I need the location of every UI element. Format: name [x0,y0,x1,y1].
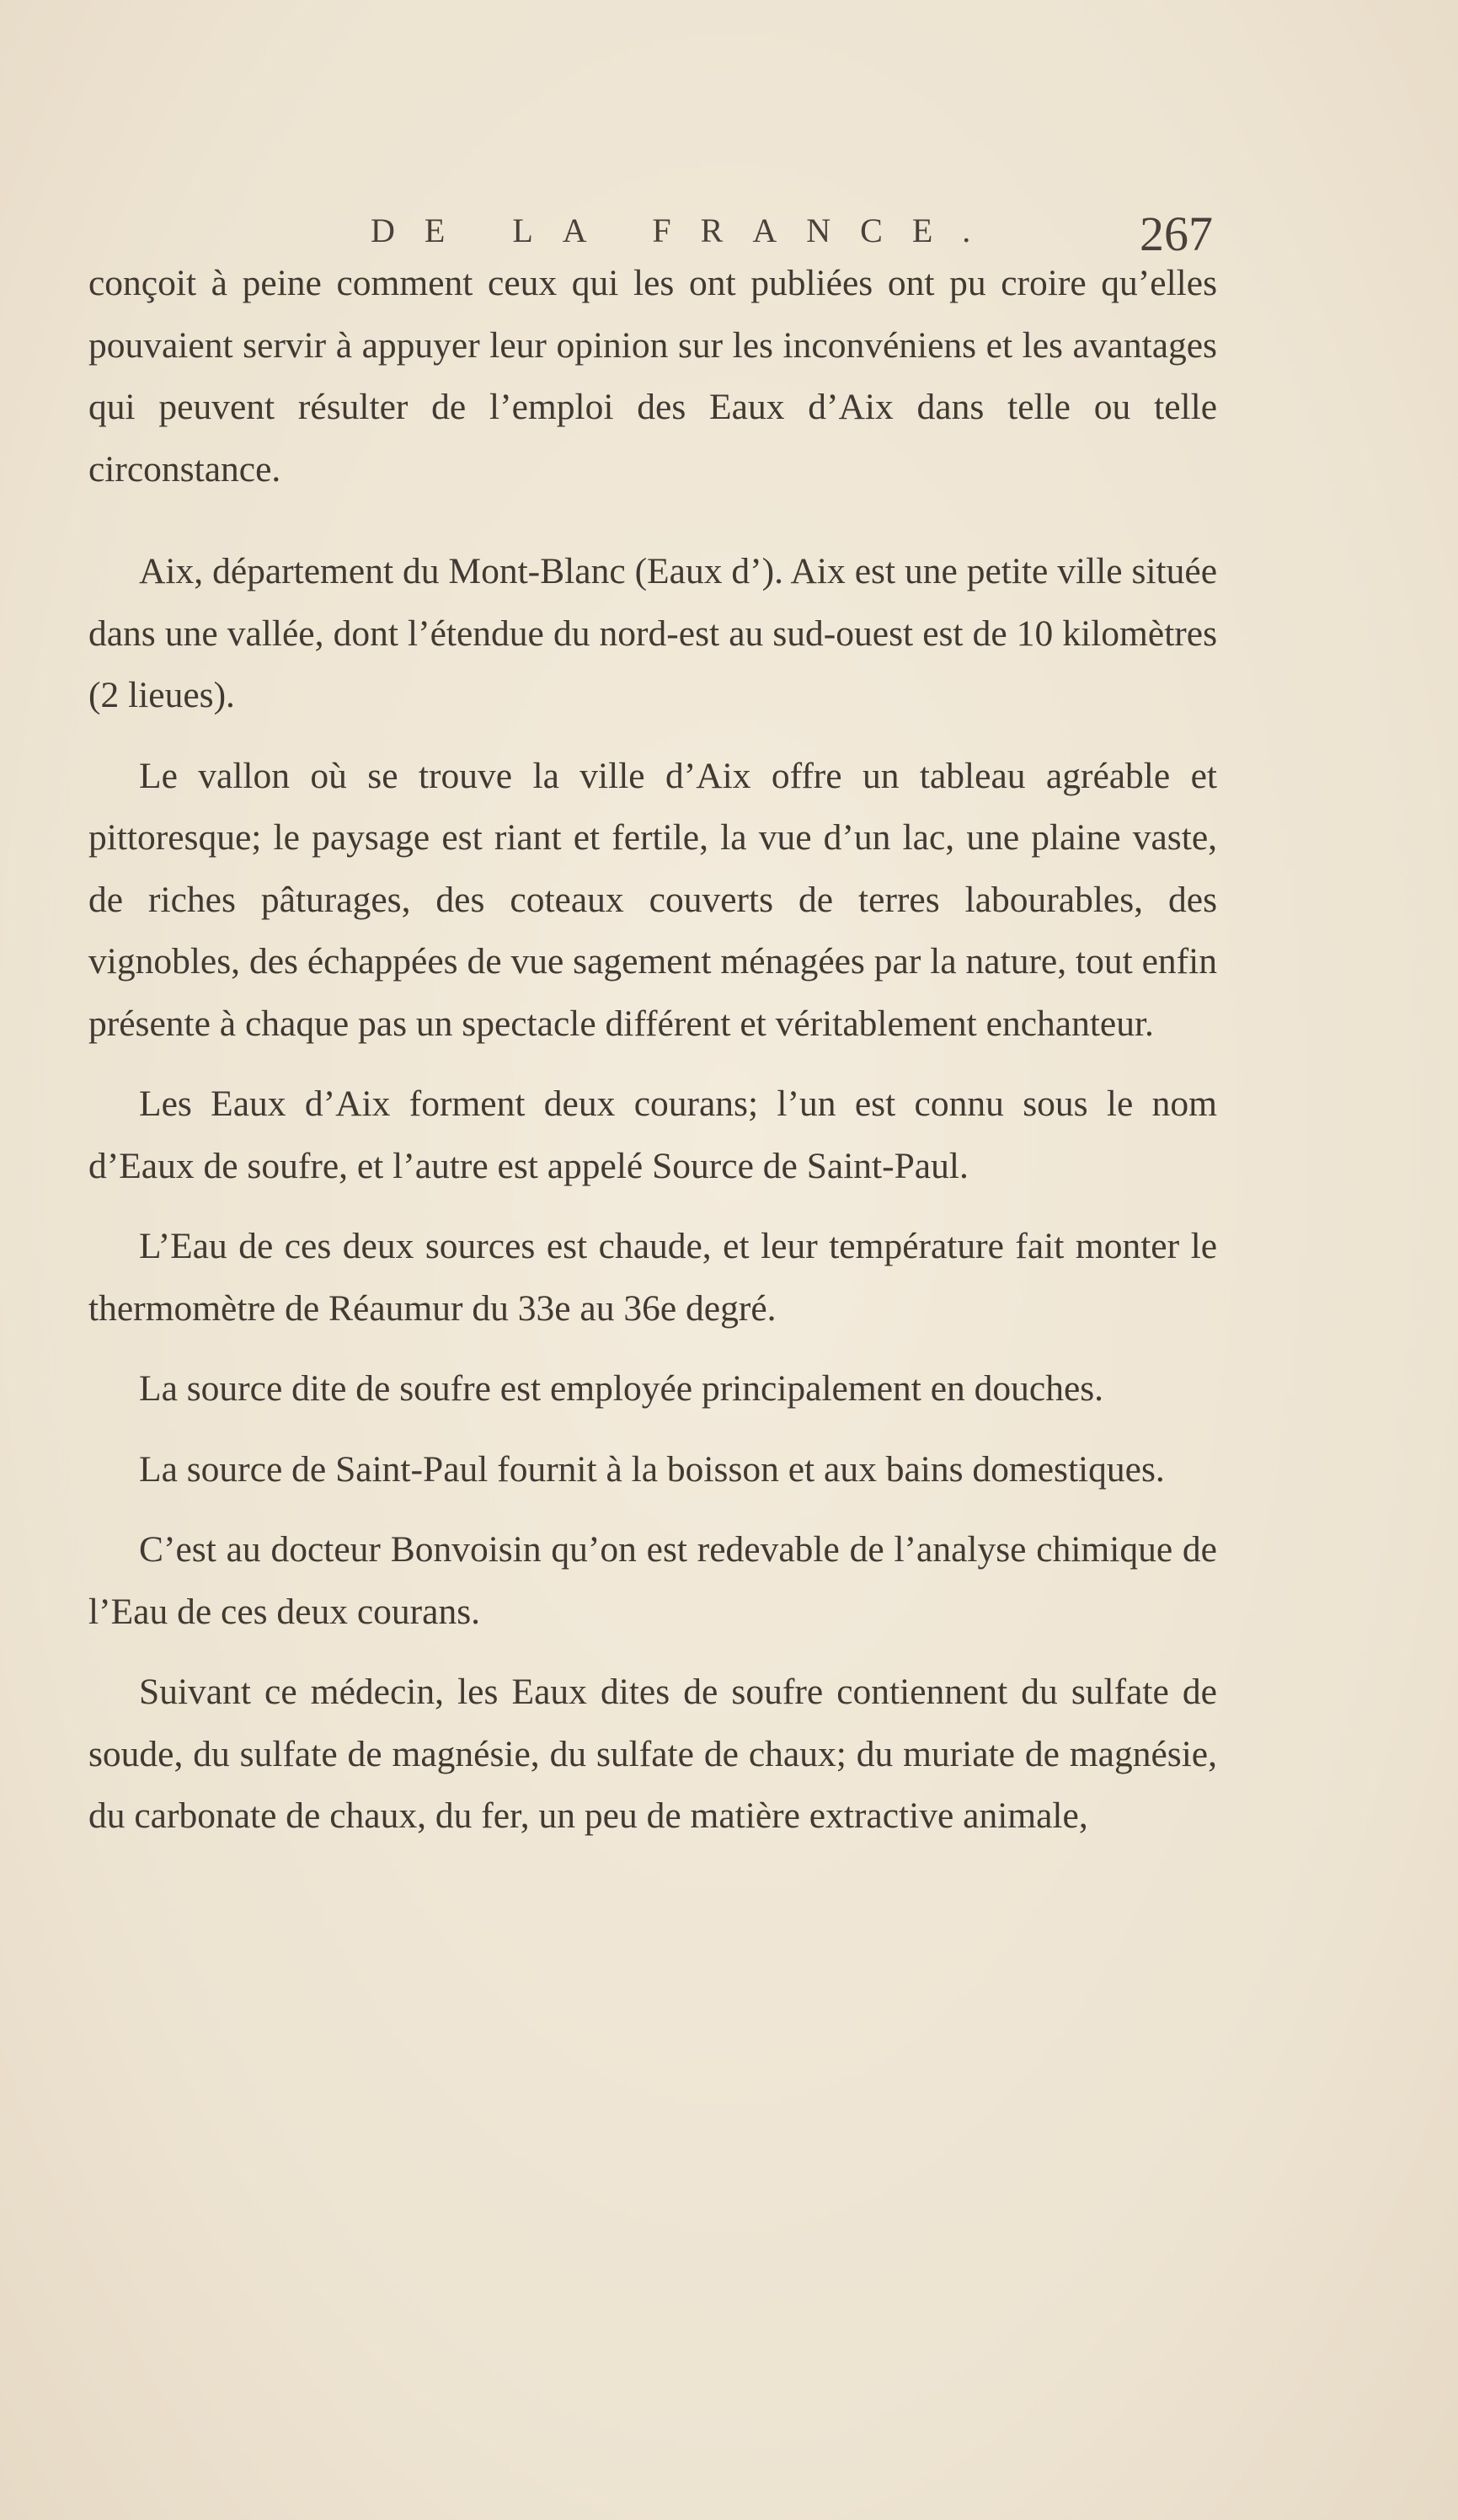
paragraph-aix-entry: Aix, département du Mont-Blanc (Eaux d’). Aix est une petite ville située dans une vallée, dont l’étendue du nord-est au sud-ouest est de 10 kilomètres (2 lieues). [88,551,1217,715]
paragraph-vallon: Le vallon où se trouve la ville d’Aix offre un tableau agréable et pittoresque; le paysage est riant et fertile, la vue d’un lac, une plaine vaste, de riches pâturages, des coteaux couverts de terres labourables, des vignobles, des échappées de vue sagement ménagées par la nature, tout enfin présente à chaque pas un spectacle différent et véritablement enchanteur. [88,755,1217,1044]
paragraph-courans: Les Eaux d’Aix forment deux courans; l’un est connu sous le nom d’Eaux de soufre, et l’autre est appelé Source de Saint-Paul. [88,1083,1217,1186]
paragraph-temperature: L’Eau de ces deux sources est chaude, et leur température fait monter le thermomètre de Réaumur du 33e au 36e degré. [88,1226,1217,1329]
page-number: 267 [1140,206,1213,261]
paragraph-saint-paul: La source de Saint-Paul fournit à la boisson et aux bains domestiques. [139,1448,1165,1490]
paragraph-composition: Suivant ce médecin, les Eaux dites de soufre contiennent du sulfate de soude, du sulfate de magnésie, du sulfate de chaux; du muriate de magnésie, du carbonate de chaux, du fer, un peu de matière extractive animale, [88,1672,1217,1836]
paragraph-continued: conçoit à peine comment ceux qui les ont publiées ont pu croire qu’elles pouvaient servir à appuyer leur opinion sur les inconvéniens et les avantages qui peuvent résulter de l’emploi des Eaux d’Aix dans telle ou telle circonstance. [88,263,1217,490]
paragraph-analyse: C’est au docteur Bonvoisin qu’on est redevable de l’analyse chimique de l’Eau de ces deux courans. [88,1529,1217,1632]
running-head: DE LA FRANCE. [371,211,1001,249]
paragraph-source-soufre: La source dite de soufre est employée principalement en douches. [139,1368,1104,1409]
body-text [88,253,1217,1866]
